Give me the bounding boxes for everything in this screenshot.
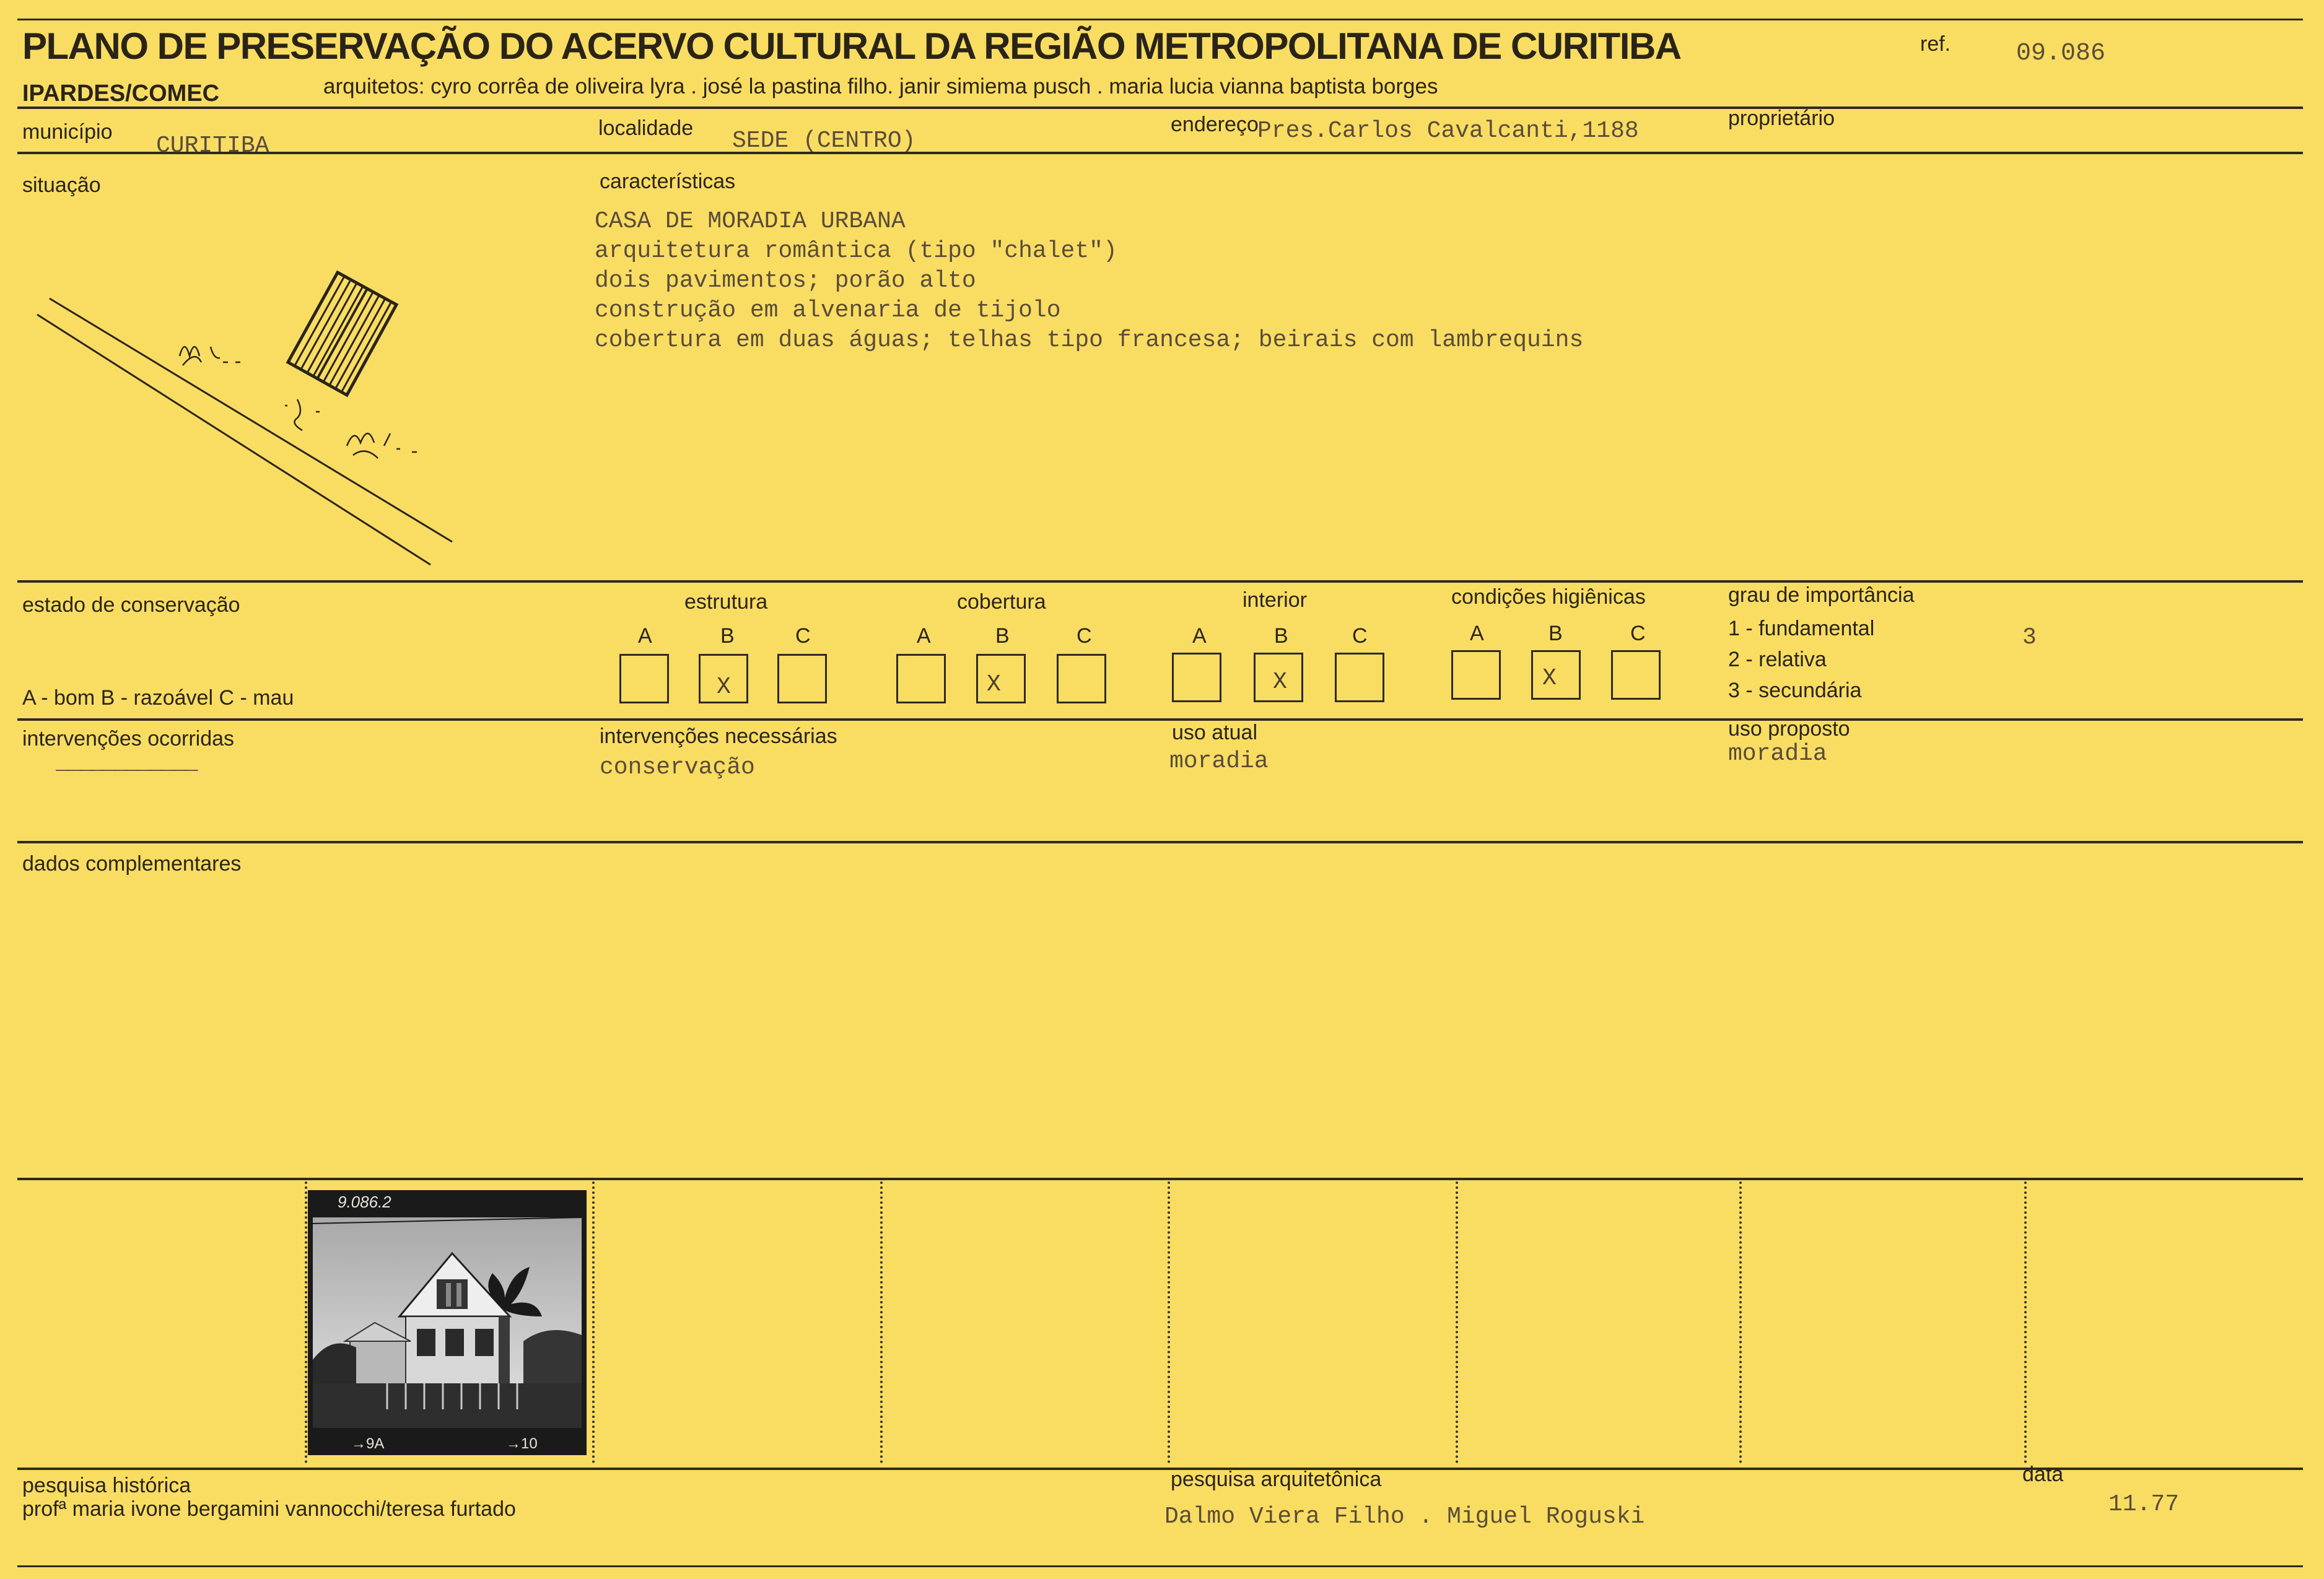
data-label: data — [2022, 1463, 2064, 1486]
architects-line: arquitetos: cyro corrêa de oliveira lyra . josé la pastina filho. janir simiema pusch . maria lucia vianna baptista borges — [323, 74, 1438, 98]
endereco-label: endereço — [1171, 113, 1259, 136]
estrutura-box-a[interactable] — [619, 654, 669, 703]
caracteristica-line: CASA DE MORADIA URBANA — [595, 208, 906, 235]
uso-proposto-value: moradia — [1728, 741, 1827, 767]
cobertura-b: B — [995, 624, 1010, 648]
org-name: IPARDES/COMEC — [22, 80, 220, 107]
interior-box-c[interactable] — [1335, 653, 1384, 702]
higienicas-a: A — [1470, 622, 1484, 645]
photo-slot-divider — [592, 1181, 595, 1463]
situacao-label: situação — [22, 173, 101, 197]
rule-header — [17, 107, 2303, 109]
estrutura-b: B — [720, 624, 735, 648]
data-value: 11.77 — [2108, 1491, 2180, 1518]
higienicas-c: C — [1630, 622, 1646, 645]
estrutura-a: A — [638, 624, 652, 648]
uso-atual-value: moradia — [1169, 748, 1269, 775]
intervencoes-ocorridas-label: intervenções ocorridas — [22, 727, 235, 750]
estrutura-c: C — [795, 624, 811, 648]
estrutura-box-c[interactable] — [777, 654, 827, 703]
photo-top-caption: 9.086.2 — [338, 1193, 391, 1211]
intervencoes-necessarias-value: conservação — [600, 754, 755, 781]
pesquisa-historica-value: profª maria ivone bergamini vannocchi/teresa furtado — [22, 1497, 516, 1521]
caracteristicas-list — [595, 207, 1583, 355]
intervencoes-necessarias-label: intervenções necessárias — [600, 724, 837, 748]
municipio-value: CURITIBA — [156, 133, 269, 159]
importancia-value: 3 — [2022, 624, 2037, 651]
caracteristica-line: cobertura em duas águas; telhas tipo francesa; beirais com lambrequins — [595, 327, 1584, 354]
house-image — [313, 1217, 582, 1428]
caracteristica-line: dois pavimentos; porão alto — [595, 268, 976, 294]
importancia-option: 1 - fundamental — [1728, 617, 1875, 640]
intervencoes-ocorridas-value: ____________ — [56, 749, 196, 776]
photo-slot-divider — [2024, 1181, 2027, 1463]
caracteristica-line: arquitetura romântica (tipo "chalet") — [595, 238, 1117, 264]
importancia-label: grau de importância — [1728, 583, 1915, 607]
interior-c: C — [1352, 624, 1368, 648]
interior-label: interior — [1243, 588, 1307, 612]
interior-a: A — [1192, 624, 1207, 648]
site-sketch — [25, 260, 471, 582]
municipio-label: município — [22, 120, 113, 144]
bottom-rule — [17, 1565, 2303, 1567]
cobertura-mark: X — [987, 671, 1001, 698]
photo-slot-divider — [880, 1181, 883, 1463]
cobertura-box-b[interactable] — [976, 654, 1026, 703]
photo-slot-divider — [1168, 1181, 1170, 1463]
endereco-value: Pres.Carlos Cavalcanti,1188 — [1257, 118, 1639, 144]
conservacao-label: estado de conservação — [22, 593, 240, 617]
proprietario-label: proprietário — [1728, 107, 1835, 130]
cobertura-a: A — [917, 624, 931, 648]
photo-frame-left: →9A — [351, 1435, 385, 1452]
cobertura-box-a[interactable] — [896, 654, 946, 703]
cobertura-box-c[interactable] — [1057, 654, 1106, 703]
localidade-value: SEDE (CENTRO) — [732, 128, 916, 154]
caracteristica-line: construção em alvenaria de tijolo — [595, 297, 1061, 324]
pesquisa-arquitetonica-label: pesquisa arquitetônica — [1171, 1468, 1382, 1491]
conservacao-legend: A - bom B - razoável C - mau — [22, 686, 294, 710]
rule-complementares — [17, 1178, 2303, 1180]
card-title: PLANO DE PRESERVAÇÃO DO ACERVO CULTURAL DA REGIÃO METROPOLITANA DE CURITIBA — [22, 25, 1681, 67]
higienicas-box-c[interactable] — [1611, 650, 1661, 700]
rule-usos — [17, 841, 2303, 843]
rule-photos — [17, 1468, 2303, 1470]
estrutura-mark: X — [717, 674, 731, 700]
cobertura-c: C — [1077, 624, 1092, 648]
interior-b: B — [1274, 624, 1288, 648]
building-footprint — [288, 272, 396, 395]
dados-complementares-label: dados complementares — [22, 852, 242, 876]
photo-slot-divider — [305, 1181, 307, 1463]
cobertura-label: cobertura — [957, 590, 1046, 614]
photo-slot-divider — [1456, 1181, 1458, 1463]
uso-proposto-label: uso proposto — [1728, 717, 1850, 741]
higienicas-mark: X — [1542, 665, 1557, 692]
higienicas-box-a[interactable] — [1451, 650, 1501, 700]
photo-frame-right: →10 — [506, 1435, 538, 1452]
rule-conservacao — [17, 718, 2303, 721]
ref-value: 09.086 — [2016, 40, 2106, 67]
caracteristicas-label: características — [600, 170, 736, 193]
house-photo — [308, 1190, 587, 1455]
pesquisa-historica-label: pesquisa histórica — [22, 1474, 191, 1497]
rule-location — [17, 152, 2303, 154]
higienicas-b: B — [1549, 622, 1563, 645]
uso-atual-label: uso atual — [1172, 721, 1257, 744]
ref-label: ref. — [1920, 32, 1951, 56]
photo-slot-divider — [1739, 1181, 1742, 1463]
top-rule — [17, 19, 2303, 20]
interior-box-a[interactable] — [1172, 653, 1221, 702]
higienicas-label: condições higiênicas — [1451, 585, 1646, 609]
importancia-option: 2 - relativa — [1728, 648, 1827, 671]
interior-mark: X — [1273, 669, 1287, 695]
localidade-label: localidade — [598, 116, 694, 140]
pesquisa-arquitetonica-value: Dalmo Viera Filho . Miguel Roguski — [1164, 1503, 1645, 1530]
importancia-option: 3 - secundária — [1728, 679, 1862, 702]
estrutura-label: estrutura — [684, 590, 768, 614]
